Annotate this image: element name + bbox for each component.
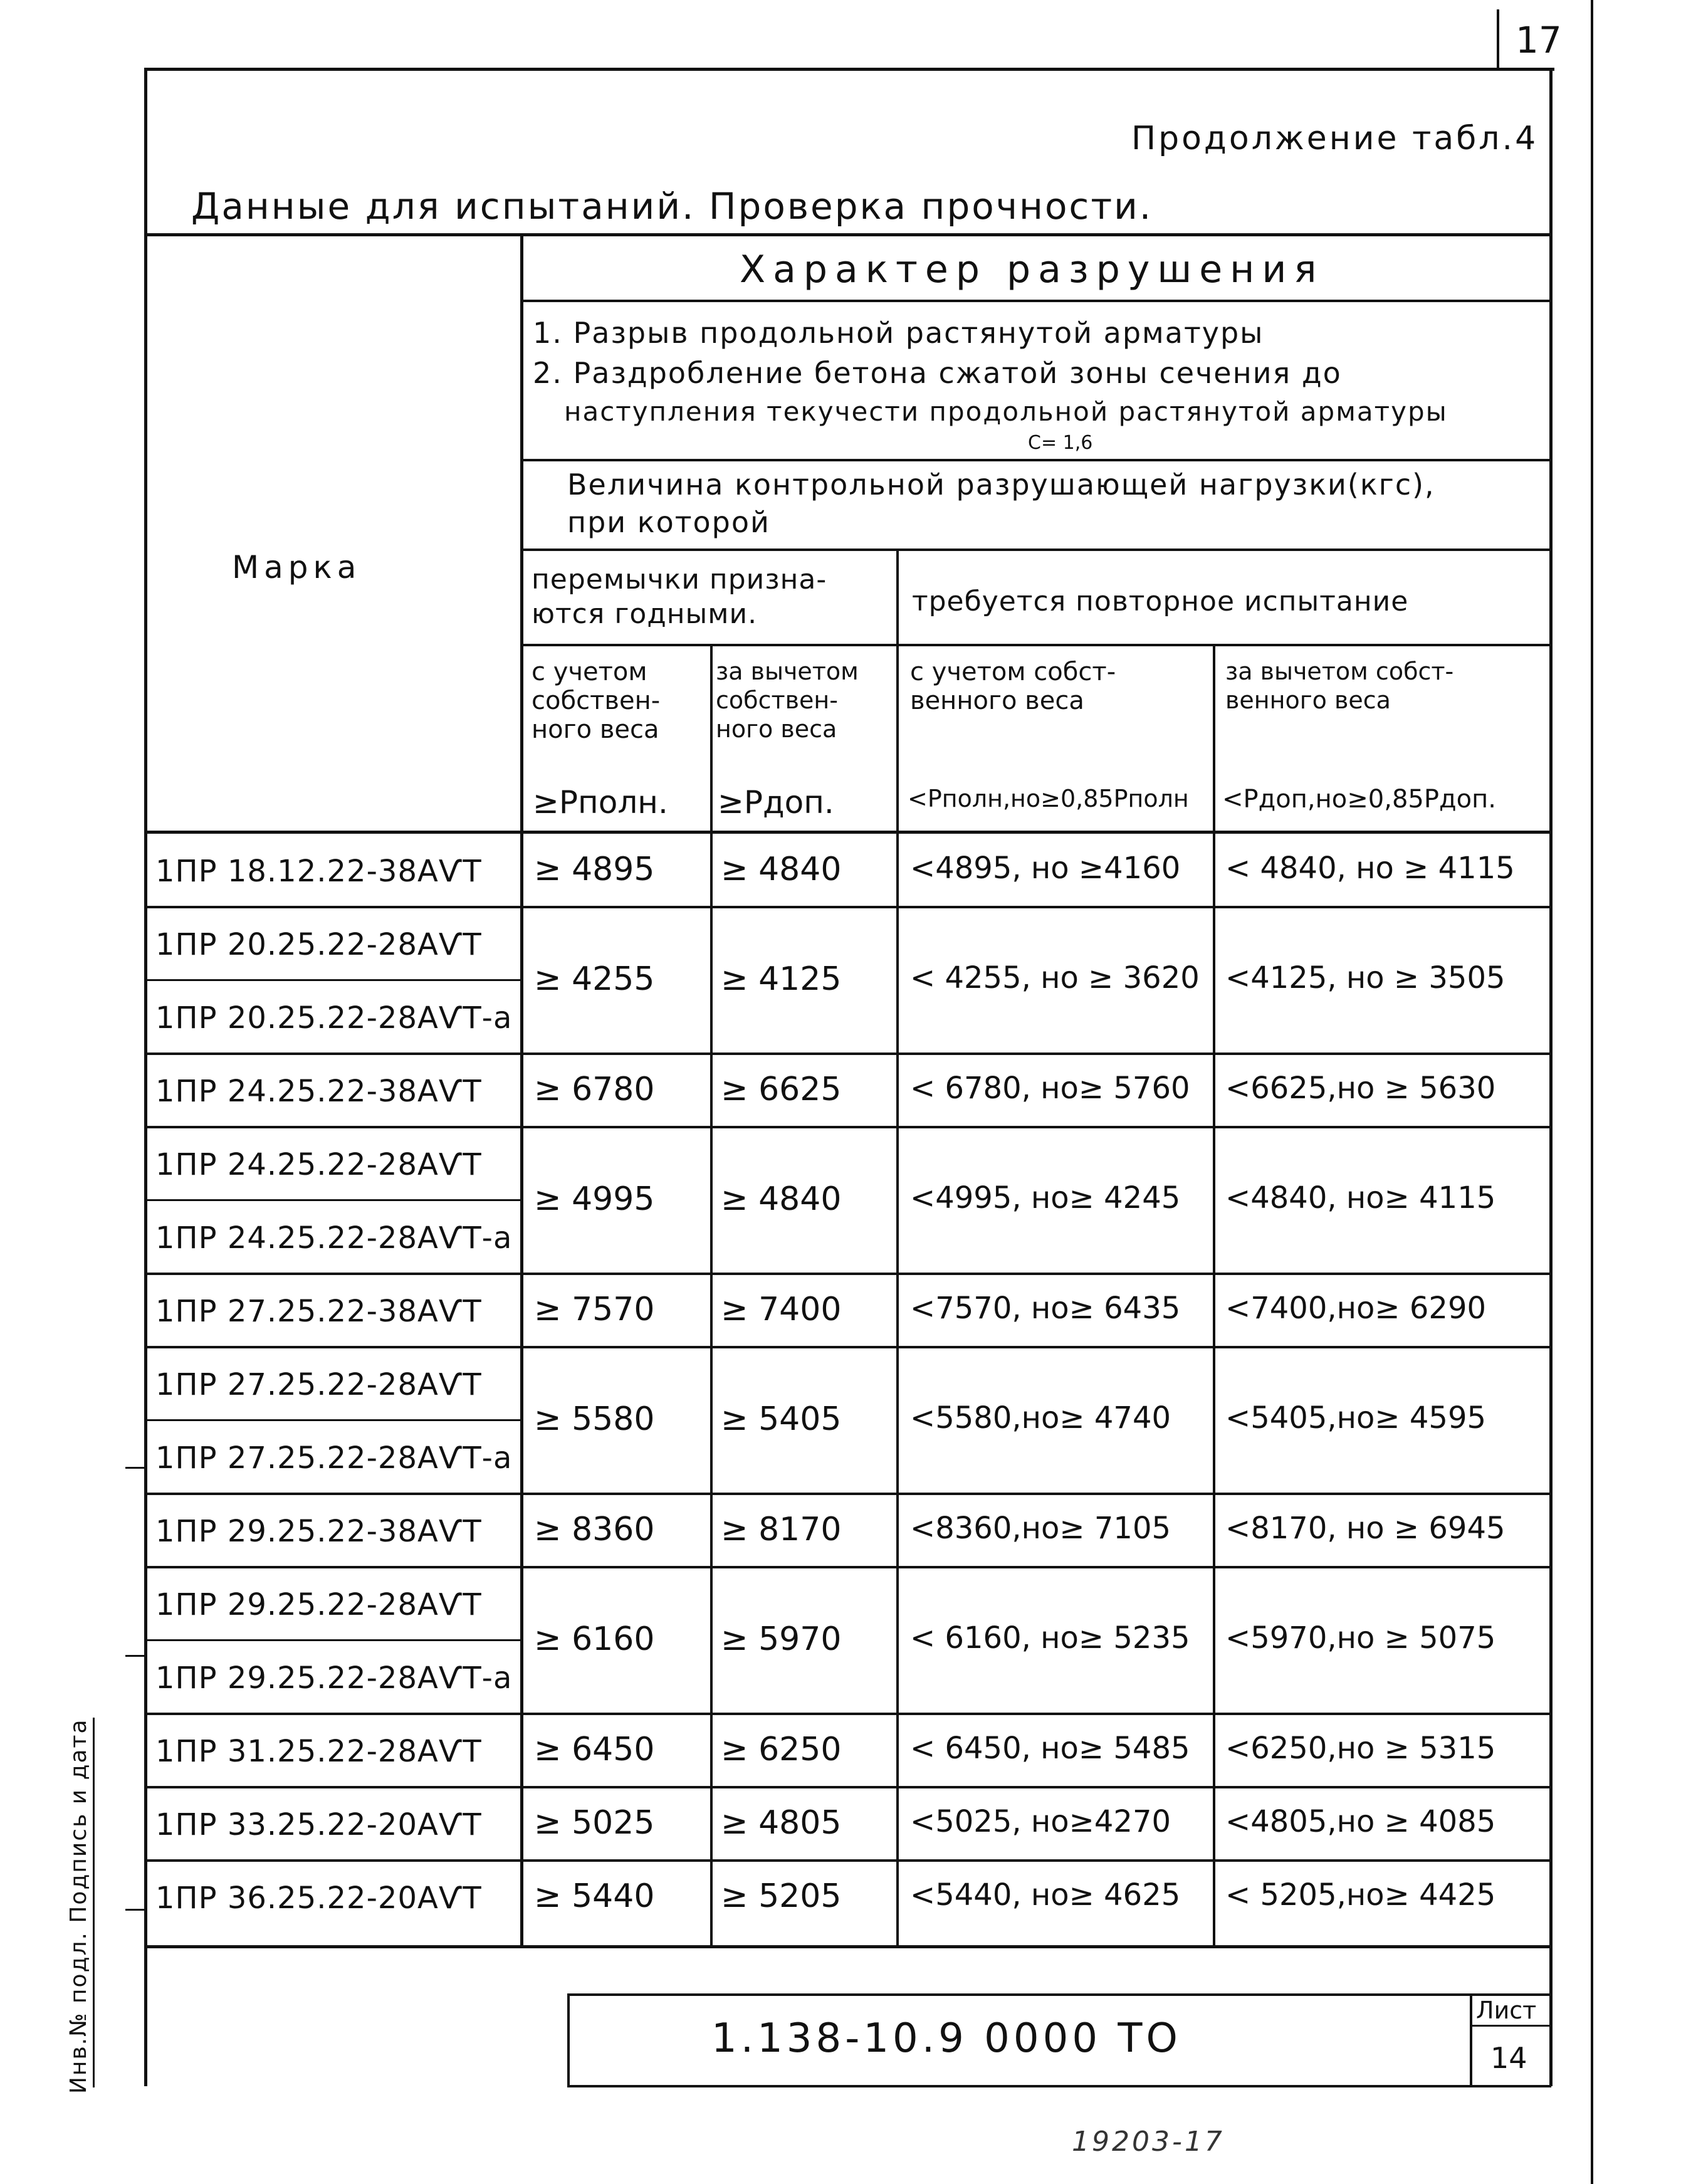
titleblock-bottom bbox=[567, 2085, 1551, 2087]
col2-symbol: ≥Pдоп. bbox=[718, 784, 834, 821]
table-header-bottom bbox=[144, 831, 1551, 834]
group-retest: требуется повторное испытание bbox=[912, 585, 1409, 617]
row-7-c2: ≥ 8170 bbox=[721, 1510, 842, 1548]
frame-left bbox=[144, 68, 147, 2086]
row-11-c1: ≥ 5440 bbox=[534, 1877, 655, 1915]
titleblock-left bbox=[567, 1993, 570, 2087]
row-3-brand-1: 1ПР 24.25.22-38АѴТ bbox=[155, 1074, 482, 1109]
row-2-brand-2: 1ПР 20.25.22-28АѴТ-а bbox=[155, 1000, 513, 1036]
row-3-c4: <6625,но ≥ 5630 bbox=[1225, 1070, 1496, 1106]
col3-symbol: <Pполн,но≥0,85Pполн bbox=[908, 785, 1189, 812]
col3-caption-2: венного веса bbox=[910, 686, 1084, 715]
row-3-c3: < 6780, но≥ 5760 bbox=[910, 1070, 1190, 1106]
titleblock-top bbox=[567, 1993, 1551, 1996]
row-1-c1: ≥ 4895 bbox=[534, 850, 655, 888]
hline-groups bbox=[521, 644, 1551, 646]
row-1-brand-1: 1ПР 18.12.22-38АѴТ bbox=[155, 854, 482, 889]
table-top-line bbox=[144, 233, 1551, 236]
page-title: Данные для испытаний. Проверка прочности. bbox=[191, 185, 1153, 228]
row-9-c1: ≥ 6450 bbox=[534, 1730, 655, 1768]
row-4-c1: ≥ 4995 bbox=[534, 1180, 655, 1218]
frame-top bbox=[144, 68, 1554, 71]
row-2-mark-divider bbox=[144, 979, 521, 981]
row-2-bottom-line bbox=[144, 1053, 1551, 1055]
margin-tick-2 bbox=[125, 1655, 145, 1657]
row-9-brand-1: 1ПР 31.25.22-28АѴТ bbox=[155, 1734, 482, 1769]
stamp-number: 19203-17 bbox=[1072, 2126, 1225, 2158]
criterion-2: 2. Раздробление бетона сжатой зоны сечения до bbox=[533, 356, 1342, 390]
row-8-mark-divider bbox=[144, 1639, 521, 1641]
row-10-c4: <4805,но ≥ 4085 bbox=[1225, 1803, 1496, 1839]
row-9-c3: < 6450, но≥ 5485 bbox=[910, 1730, 1190, 1766]
row-9-c4: <6250,но ≥ 5315 bbox=[1225, 1730, 1496, 1766]
row-5-c2: ≥ 7400 bbox=[721, 1290, 842, 1328]
mark-column-header: Марка bbox=[232, 549, 362, 585]
row-6-brand-2: 1ПР 27.25.22-28АѴТ-а bbox=[155, 1441, 513, 1476]
col4-caption-2: венного веса bbox=[1225, 686, 1391, 714]
vline-col3 bbox=[896, 549, 899, 1946]
row-4-brand-1: 1ПР 24.25.22-28АѴТ bbox=[155, 1147, 482, 1182]
table-bottom-line bbox=[144, 1945, 1551, 1948]
row-8-c1: ≥ 6160 bbox=[534, 1620, 655, 1658]
row-10-brand-1: 1ПР 33.25.22-20АѴТ bbox=[155, 1807, 482, 1842]
row-3-bottom-line bbox=[144, 1126, 1551, 1128]
row-4-c3: <4995, но≥ 4245 bbox=[910, 1180, 1181, 1215]
row-1-c4: < 4840, но ≥ 4115 bbox=[1225, 850, 1515, 886]
group-good-line2: ются годными. bbox=[532, 598, 758, 630]
row-5-bottom-line bbox=[144, 1346, 1551, 1348]
document-code: 1.138-10.9 0000 ТО bbox=[711, 2015, 1181, 2062]
sheet-box-divider bbox=[1470, 2025, 1551, 2027]
load-caption-line2: при которой bbox=[567, 505, 770, 539]
row-10-c1: ≥ 5025 bbox=[534, 1803, 655, 1842]
row-6-brand-1: 1ПР 27.25.22-28АѴТ bbox=[155, 1367, 482, 1402]
row-6-c4: <5405,но≥ 4595 bbox=[1225, 1400, 1487, 1436]
row-10-c2: ≥ 4805 bbox=[721, 1803, 842, 1842]
row-2-c2: ≥ 4125 bbox=[721, 960, 842, 998]
col1-caption-1: с учетом bbox=[532, 658, 647, 686]
frame-right bbox=[1549, 68, 1553, 2086]
margin-tick-1 bbox=[125, 1467, 145, 1469]
row-4-mark-divider bbox=[144, 1199, 521, 1201]
row-8-c3: < 6160, но≥ 5235 bbox=[910, 1620, 1190, 1656]
row-7-bottom-line bbox=[144, 1566, 1551, 1568]
table-continuation-label: Продолжение табл.4 bbox=[1131, 120, 1539, 157]
row-7-brand-1: 1ПР 29.25.22-38АѴТ bbox=[155, 1514, 482, 1549]
margin-tick-3 bbox=[125, 1909, 145, 1911]
vline-col4 bbox=[1213, 644, 1215, 1946]
col3-caption-1: с учетом собст- bbox=[910, 658, 1116, 686]
row-6-mark-divider bbox=[144, 1419, 521, 1421]
row-1-c2: ≥ 4840 bbox=[721, 850, 842, 888]
margin-inventory-label: Инв.№ подл. Подпись и дата bbox=[66, 1718, 92, 2094]
col1-symbol: ≥Pполн. bbox=[533, 784, 668, 821]
row-1-c3: <4895, но ≥4160 bbox=[910, 850, 1181, 886]
row-10-c3: <5025, но≥4270 bbox=[910, 1803, 1171, 1839]
vline-mark bbox=[520, 233, 523, 1946]
row-7-c3: <8360,но≥ 7105 bbox=[910, 1510, 1171, 1546]
coefficient-label: C= 1,6 bbox=[1028, 432, 1093, 454]
row-8-c4: <5970,но ≥ 5075 bbox=[1225, 1620, 1496, 1656]
row-9-c2: ≥ 6250 bbox=[721, 1730, 842, 1768]
outer-right-edge bbox=[1591, 0, 1593, 2184]
row-8-bottom-line bbox=[144, 1713, 1551, 1715]
row-4-c2: ≥ 4840 bbox=[721, 1180, 842, 1218]
row-6-c1: ≥ 5580 bbox=[534, 1400, 655, 1438]
row-5-c4: <7400,но≥ 6290 bbox=[1225, 1290, 1487, 1326]
row-2-c3: < 4255, но ≥ 3620 bbox=[910, 960, 1200, 995]
row-6-c2: ≥ 5405 bbox=[721, 1400, 842, 1438]
row-2-c1: ≥ 4255 bbox=[534, 960, 655, 998]
col4-caption-1: за вычетом собст- bbox=[1225, 658, 1454, 685]
sheet-box-left bbox=[1470, 1993, 1472, 2087]
col2-caption-1: за вычетом bbox=[716, 658, 859, 685]
col1-caption-3: ного веса bbox=[532, 715, 659, 744]
row-1-bottom-line bbox=[144, 906, 1551, 908]
criterion-2-continuation: наступления текучести продольной растянутой арматуры bbox=[564, 396, 1448, 427]
row-2-brand-1: 1ПР 20.25.22-28АѴТ bbox=[155, 927, 482, 962]
row-6-bottom-line bbox=[144, 1493, 1551, 1495]
row-11-c2: ≥ 5205 bbox=[721, 1877, 842, 1915]
hline-load-caption bbox=[521, 549, 1551, 551]
row-4-c4: <4840, но≥ 4115 bbox=[1225, 1180, 1496, 1215]
row-11-brand-1: 1ПР 36.25.22-20АѴТ bbox=[155, 1881, 482, 1916]
row-11-c4: < 5205,но≥ 4425 bbox=[1225, 1877, 1496, 1913]
destruction-type-heading: Характер разрушения bbox=[740, 248, 1324, 291]
row-11-c3: <5440, но≥ 4625 bbox=[910, 1877, 1181, 1913]
col1-caption-2: собствен- bbox=[532, 686, 661, 715]
col2-caption-3: ного веса bbox=[716, 715, 837, 743]
row-8-brand-2: 1ПР 29.25.22-28АѴТ-а bbox=[155, 1661, 513, 1696]
row-5-c1: ≥ 7570 bbox=[534, 1290, 655, 1328]
row-4-brand-2: 1ПР 24.25.22-28АѴТ-а bbox=[155, 1221, 513, 1256]
row-5-c3: <7570, но≥ 6435 bbox=[910, 1290, 1181, 1326]
row-9-bottom-line bbox=[144, 1786, 1551, 1788]
row-4-bottom-line bbox=[144, 1273, 1551, 1275]
sheet-number: 17 bbox=[1516, 19, 1562, 61]
row-10-bottom-line bbox=[144, 1859, 1551, 1862]
row-2-c4: <4125, но ≥ 3505 bbox=[1225, 960, 1506, 995]
criterion-1: 1. Разрыв продольной растянутой арматуры bbox=[533, 316, 1264, 350]
row-6-c3: <5580,но≥ 4740 bbox=[910, 1400, 1171, 1436]
row-8-brand-1: 1ПР 29.25.22-28АѴТ bbox=[155, 1587, 482, 1622]
row-7-c1: ≥ 8360 bbox=[534, 1510, 655, 1548]
load-caption-line1: Величина контрольной разрушающей нагрузки(кгс), bbox=[567, 468, 1435, 501]
sheet-value: 14 bbox=[1490, 2041, 1527, 2075]
row-8-c2: ≥ 5970 bbox=[721, 1620, 842, 1658]
hline-criteria bbox=[521, 459, 1551, 461]
col2-caption-2: собствен- bbox=[716, 686, 838, 714]
row-5-brand-1: 1ПР 27.25.22-38АѴТ bbox=[155, 1294, 482, 1329]
margin-vline bbox=[93, 1718, 95, 2087]
row-3-c1: ≥ 6780 bbox=[534, 1070, 655, 1108]
hline-characteristics bbox=[521, 300, 1551, 302]
row-7-c4: <8170, но ≥ 6945 bbox=[1225, 1510, 1506, 1546]
col4-symbol: <Pдоп,но≥0,85Pдоп. bbox=[1222, 785, 1496, 814]
sheet-label: Лист bbox=[1476, 1997, 1537, 2024]
group-good-line1: перемычки призна- bbox=[532, 564, 827, 596]
vline-col2 bbox=[710, 644, 713, 1946]
sheet-number-box-left bbox=[1497, 9, 1499, 69]
row-3-c2: ≥ 6625 bbox=[721, 1070, 842, 1108]
